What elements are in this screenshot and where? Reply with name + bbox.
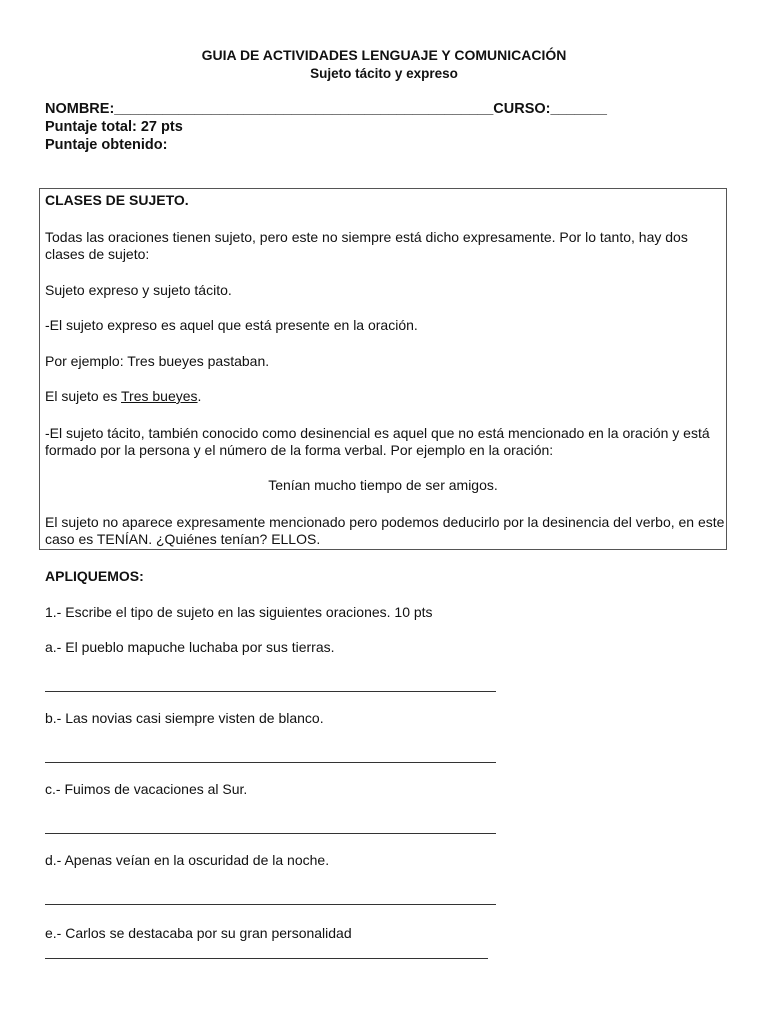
answer-line-a[interactable] — [45, 691, 496, 692]
answer-line-b[interactable] — [45, 762, 496, 763]
exercise-item-d: d.- Apenas veían en la oscuridad de la noche. — [45, 852, 330, 868]
exercise-item-c: c.- Fuimos de vacaciones al Sur. — [45, 781, 248, 797]
activity-heading: APLIQUEMOS: — [45, 568, 144, 584]
box-heading: CLASES DE SUJETO. — [45, 192, 189, 208]
box-paragraph-6: -El sujeto tácito, también conocido como desinencial es aquel que no está mencionado en la oración y está formado por la persona y el número de la forma verbal. Por ejemplo en la oración: — [45, 425, 710, 458]
exercise-item-a: a.- El pueblo mapuche luchaba por sus tierras. — [45, 639, 335, 655]
box-example-sentence: Tenían mucho tiempo de ser amigos. — [268, 477, 498, 493]
answer-line-d[interactable] — [45, 904, 496, 905]
subject-underlined: Tres bueyes — [121, 388, 198, 404]
exercise-item-e: e.- Carlos se destacaba por su gran personalidad — [45, 925, 352, 941]
puntaje-total: Puntaje total: 27 pts — [45, 119, 183, 135]
box-paragraph-5-suffix: . — [197, 388, 202, 404]
answer-line-c[interactable] — [45, 833, 496, 834]
nombre-curso-field: NOMBRE:_______________________________________________CURSO:_______ — [45, 101, 607, 117]
box-paragraph-5 — [45, 388, 725, 405]
answer-line-e[interactable] — [45, 958, 488, 959]
activity-instruction: 1.- Escribe el tipo de sujeto en las siguientes oraciones. 10 pts — [45, 604, 433, 620]
box-paragraph-5-prefix: El sujeto es — [45, 388, 122, 404]
box-paragraph-2: Sujeto expreso y sujeto tácito. — [45, 282, 232, 298]
document-title: GUIA DE ACTIVIDADES LENGUAJE Y COMUNICACIÓN — [201, 47, 567, 63]
box-paragraph-1: Todas las oraciones tienen sujeto, pero este no siempre está dicho expresamente. Por lo tanto, hay dos clases de sujeto: — [45, 229, 688, 262]
exercise-item-b: b.- Las novias casi siempre visten de blanco. — [45, 710, 324, 726]
document-subtitle: Sujeto tácito y expreso — [310, 66, 458, 81]
box-paragraph-3: -El sujeto expreso es aquel que está presente en la oración. — [45, 317, 418, 333]
puntaje-obtenido: Puntaje obtenido: — [45, 137, 168, 153]
box-paragraph-8: El sujeto no aparece expresamente mencionado pero podemos deducirlo por la desinencia del verbo, en este caso es TENÍAN. ¿Quiénes tenían? ELLOS. — [45, 514, 725, 547]
box-paragraph-4: Por ejemplo: Tres bueyes pastaban. — [45, 353, 270, 369]
